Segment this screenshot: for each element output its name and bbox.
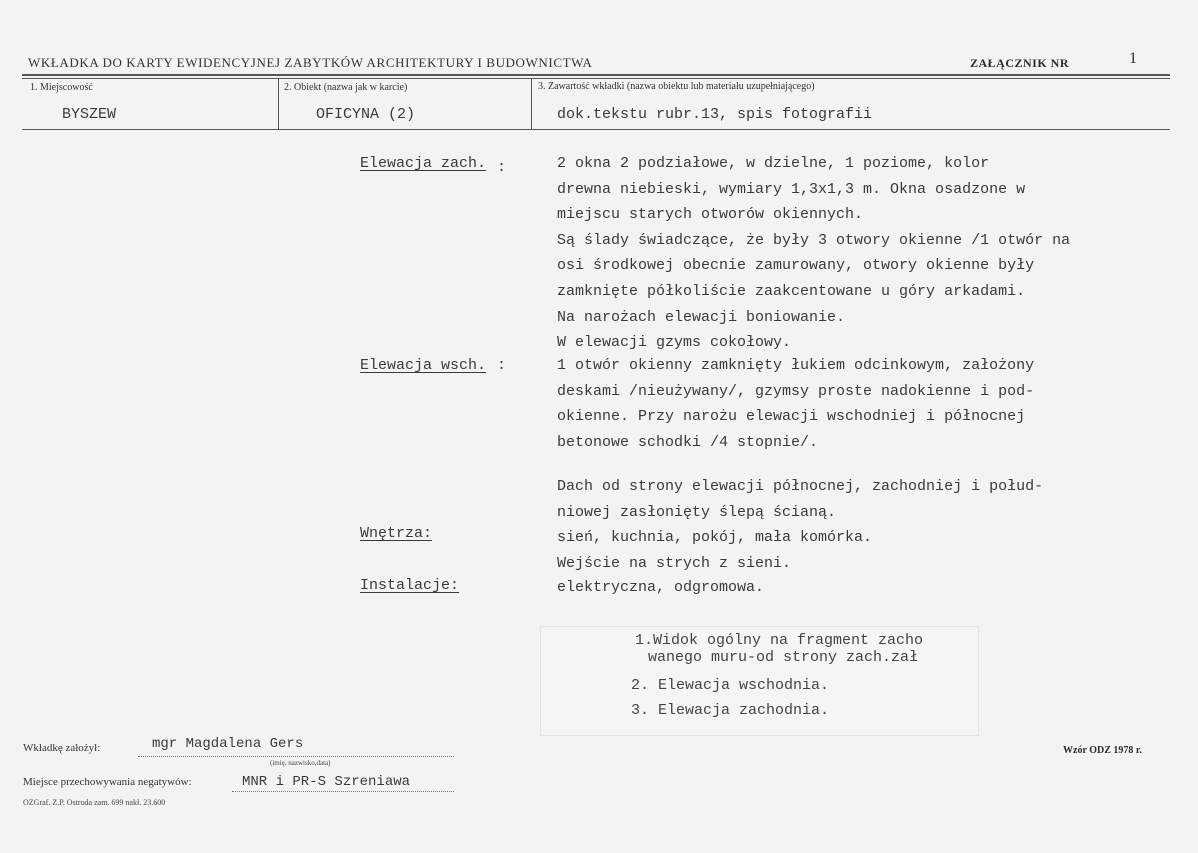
interior-label: Wnętrza: bbox=[360, 525, 433, 542]
column-divider-1 bbox=[278, 78, 279, 129]
column-divider-2 bbox=[531, 78, 532, 129]
text-line: W elewacji gzyms cokołowy. bbox=[557, 334, 792, 352]
header-top-rule bbox=[22, 74, 1170, 76]
author-label: Wkładkę założył: bbox=[23, 742, 101, 754]
field-object-label: 2. Obiekt (nazwa jak w karcie) bbox=[284, 82, 408, 93]
attachment-label: ZAŁĄCZNIK NR bbox=[970, 56, 1070, 70]
photo-list-slip bbox=[541, 627, 978, 735]
text-line: drewna niebieski, wymiary 1,3x1,3 m. Okna osadzone w bbox=[557, 180, 1026, 198]
text-line: deskami /nieużywany/, gzymsy proste nadokienne i pod- bbox=[557, 382, 1035, 400]
text-line: betonowe schodki /4 stopnie/. bbox=[557, 433, 819, 451]
text-line: Wejście na strych z sieni. bbox=[557, 554, 792, 572]
text-line: Na narożach elewacji boniowanie. bbox=[557, 308, 846, 326]
author-value: mgr Magdalena Gers bbox=[152, 736, 304, 752]
east-elevation-colon: : bbox=[497, 357, 507, 374]
field-locality-value: BYSZEW bbox=[62, 106, 117, 123]
text-line: elektryczna, odgromowa. bbox=[557, 579, 765, 596]
interior-text bbox=[557, 525, 872, 576]
text-line: sień, kuchnia, pokój, mała komórka. bbox=[557, 529, 873, 546]
form-model: Wzór ODZ 1978 r. bbox=[1063, 745, 1142, 756]
storage-value: MNR i PR-S Szreniawa bbox=[242, 774, 411, 790]
text-line: okienne. Przy narożu elewacji wschodniej i północnej bbox=[557, 408, 1026, 426]
text-line: osi środkowej obecnie zamurowany, otwory okienne były bbox=[557, 257, 1035, 275]
card-title: WKŁADKA DO KARTY EWIDENCYJNEJ ZABYTKÓW ARCHITEKTURY I BUDOWNICTWA bbox=[28, 55, 593, 70]
text-line: miejscu starych otworów okiennych. bbox=[557, 206, 864, 224]
storage-dotted-line bbox=[232, 791, 454, 792]
text-line: 1 otwór okienny zamknięty łukiem odcinkowym, założony bbox=[557, 357, 1035, 374]
roof-text bbox=[557, 474, 1043, 525]
east-elevation-text bbox=[557, 353, 1034, 455]
author-dotted-line bbox=[138, 756, 454, 757]
installations-text bbox=[557, 575, 764, 601]
text-line: zamknięte półkoliście zaakcentowane u góry arkadami. bbox=[557, 282, 1026, 300]
field-content-value: dok.tekstu rubr.13, spis fotografii bbox=[557, 106, 873, 123]
field-locality-label: 1. Miejscowość bbox=[30, 82, 93, 93]
field-content-label: 3. Zawartość wkładki (nazwa obiektu lub materiału uzupełniającego) bbox=[538, 81, 815, 92]
west-elevation-text bbox=[557, 151, 1070, 356]
header-bottom-rule bbox=[22, 129, 1170, 130]
photo-list-item-1-cont: wanego muru-od strony zach.zał bbox=[648, 649, 919, 666]
west-elevation-colon: : bbox=[497, 159, 507, 176]
photo-list-item-2: 2. Elewacja wschodnia. bbox=[631, 677, 830, 694]
text-line: 2 okna 2 podziałowe, w dzielne, 1 poziome, kolor bbox=[557, 155, 990, 172]
east-elevation-label: Elewacja wsch. bbox=[360, 357, 487, 374]
west-elevation-label: Elewacja zach. bbox=[360, 155, 487, 172]
text-line: Są ślady świadczące, że były 3 otwory okienne /1 otwór na bbox=[557, 231, 1071, 249]
author-hint: (imię, nazwisko,data) bbox=[270, 759, 331, 767]
storage-label: Miejsce przechowywania negatywów: bbox=[23, 776, 192, 788]
printer-note: OZGraf. Z.P. Ostroda zam. 699 nakł. 23.600 bbox=[23, 798, 166, 807]
attachment-number: 1 bbox=[1129, 50, 1137, 67]
header-second-rule bbox=[22, 78, 1170, 79]
photo-list-item-1: 1.Widok ogólny na fragment zacho bbox=[635, 632, 924, 649]
text-line: niowej zasłonięty ślepą ścianą. bbox=[557, 503, 837, 521]
photo-list-item-3: 3. Elewacja zachodnia. bbox=[631, 702, 830, 719]
installations-label: Instalacje: bbox=[360, 577, 460, 594]
field-object-value: OFICYNA (2) bbox=[316, 106, 416, 123]
text-line: Dach od strony elewacji północnej, zachodniej i połud- bbox=[557, 478, 1044, 495]
